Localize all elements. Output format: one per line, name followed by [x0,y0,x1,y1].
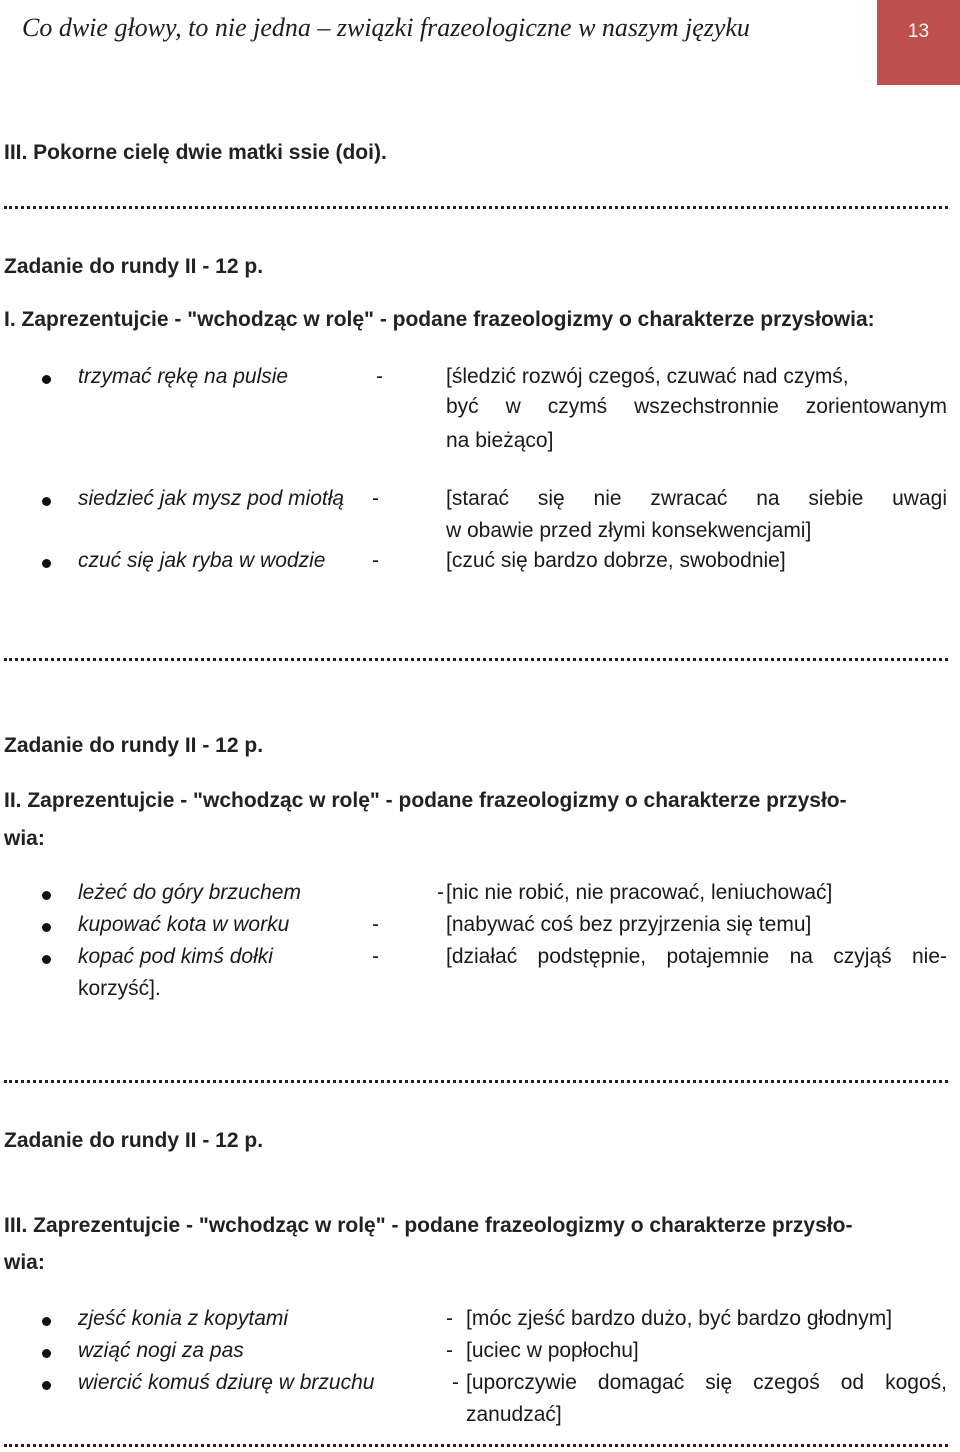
bullet-icon [42,1317,51,1326]
bullet-icon [42,1381,51,1390]
page-number-badge [877,0,960,85]
phrase: czuć się jak ryba w wodzie [78,549,326,572]
dotted-separator [4,658,948,661]
phrase: kopać pod kimś dołki [78,945,273,968]
phrase: zjeść konia z kopytami [78,1307,289,1330]
dash: - [437,881,444,904]
bullet-icon [42,497,51,506]
meaning-line: [nabywać coś bez przyjrzenia się temu] [446,913,812,936]
meaning-line: [starać się nie zwracać na siebie uwagi [446,487,947,510]
page-number: 13 [907,21,930,42]
task-label: Zadanie do rundy II - 12 p. [4,1129,264,1152]
bullet-icon [42,923,51,932]
meaning-line: [śledzić rozwój czegoś, czuwać nad czymś, [446,365,849,388]
bullet-icon [42,559,51,568]
dotted-separator [4,1080,948,1083]
page-header [0,0,960,84]
bullet-icon [42,891,51,900]
meaning-line: [uporczywie domagać się czegoś od kogoś, [466,1371,947,1394]
meaning-line: zanudzać] [466,1403,562,1426]
meaning-line: korzyść]. [78,977,161,1000]
task-instruction: I. Zaprezentujcie - "wchodząc w rolę" - podane frazeologizmy o charakterze przysłowia: [4,308,875,331]
phrase: wziąć nogi za pas [78,1339,244,1362]
dash: - [372,945,379,968]
task-instruction-cont: wia: [4,1251,45,1274]
dash: - [372,549,379,572]
dash: - [446,1307,453,1330]
bullet-icon [42,1349,51,1358]
dash: - [446,1339,453,1362]
meaning-line: [móc zjeść bardzo dużo, być bardzo głodnym] [466,1307,893,1330]
dotted-separator [4,1444,948,1447]
dash: - [452,1371,459,1394]
phrase: kupować kota w worku [78,913,290,936]
dash: - [372,487,379,510]
bullet-icon [42,375,51,384]
meaning-line: w obawie przed złymi konsekwencjami] [446,519,812,542]
meaning-line: [nic nie robić, nie pracować, leniuchować] [446,881,833,904]
meaning-line: być w czymś wszechstronnie zorientowanym [446,395,947,418]
bullet-icon [42,955,51,964]
dash: - [376,365,383,388]
meaning-line: na bieżąco] [446,429,554,452]
phrase: leżeć do góry brzuchem [78,881,301,904]
task-instruction-cont: wia: [4,827,45,850]
meaning-line: [uciec w popłochu] [466,1339,639,1362]
dash: - [372,913,379,936]
meaning-line: [działać podstępnie, potajemnie na czyjąś nie- [446,945,947,968]
section-heading: III. Pokorne cielę dwie matki ssie (doi). [4,141,387,164]
task-instruction: II. Zaprezentujcie - "wchodząc w rolę" - podane frazeologizmy o charakterze przysło- [4,789,847,812]
phrase: siedzieć jak mysz pod miotłą [78,487,345,510]
task-label: Zadanie do rundy II - 12 p. [4,734,264,757]
phrase: wiercić komuś dziurę w brzuchu [78,1371,375,1394]
phrase: trzymać rękę na pulsie [78,365,289,388]
task-label: Zadanie do rundy II - 12 p. [4,255,264,278]
task-instruction: III. Zaprezentujcie - "wchodząc w rolę" - podane frazeologizmy o charakterze przysło- [4,1214,853,1237]
dotted-separator [4,206,948,209]
header-title: Co dwie głowy, to nie jedna – związki frazeologiczne w naszym języku [22,13,750,42]
meaning-line: [czuć się bardzo dobrze, swobodnie] [446,549,786,572]
